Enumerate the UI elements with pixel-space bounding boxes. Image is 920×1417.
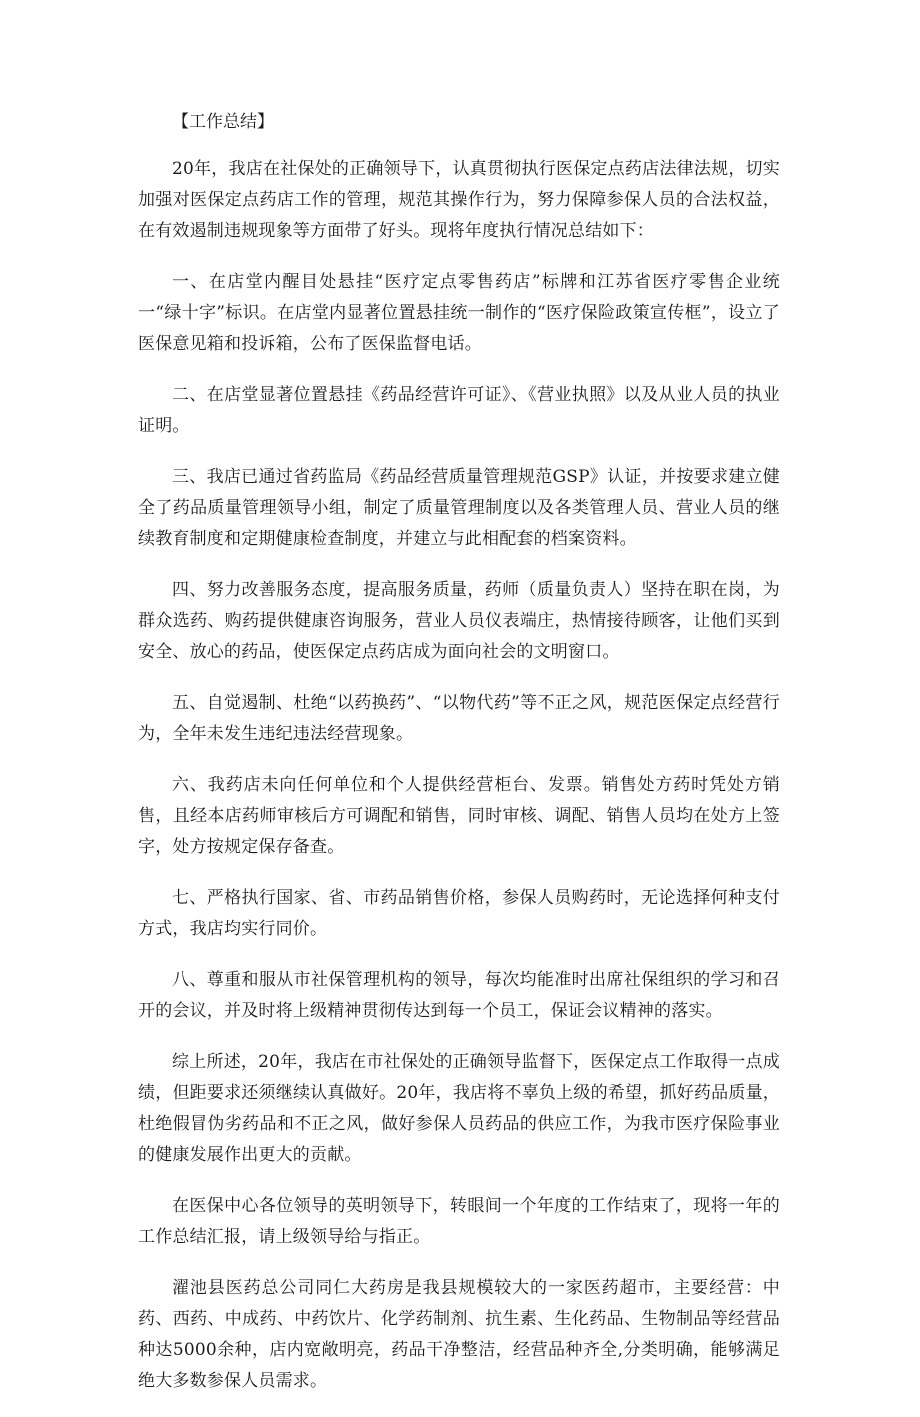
paragraph-item-3: 三、我店已通过省药监局《药品经营质量管理规范GSP》认证，并按要求建立健全了药品质量管理领导小组，制定了质量管理制度以及各类管理人员、营业人员的继续教育制度和定期健康检查制度，并建立与此相配套的档案资料。 bbox=[138, 467, 780, 549]
paragraph-item-1: 一、在店堂内醒目处悬挂“医疗定点零售药店”标牌和江苏省医疗零售企业统一“绿十字”标识。在店堂内显著位置悬挂统一制作的“医疗保险政策宣传框”，设立了医保意见箱和投诉箱，公布了医保监督电话。 bbox=[138, 272, 780, 354]
paragraph-item-4: 四、努力改善服务态度，提高服务质量，药师（质量负责人）坚持在职在岗，为群众选药、购药提供健康咨询服务，营业人员仪表端庄，热情接待顾客，让他们买到安全、放心的药品，使医保定点药店成为面向社会的文明窗口。 bbox=[138, 580, 780, 662]
document-page bbox=[138, 108, 780, 1417]
paragraph-conclusion: 综上所述，20年，我店在市社保处的正确领导监督下，医保定点工作取得一点成绩，但距要求还须继续认真做好。20年，我店将不辜负上级的希望，抓好药品质量，杜绝假冒伪劣药品和不正之风，做好参保人员药品的供应工作，为我市医疗保险事业的健康发展作出更大的贡献。 bbox=[138, 1052, 780, 1165]
paragraph-item-6: 六、我药店未向任何单位和个人提供经营柜台、发票。销售处方药时凭处方销售，且经本店药师审核后方可调配和销售，同时审核、调配、销售人员均在处方上签字，处方按规定保存备查。 bbox=[138, 775, 780, 857]
paragraph-intro: 20年，我店在社保处的正确领导下，认真贯彻执行医保定点药店法律法规，切实加强对医保定点药店工作的管理，规范其操作行为，努力保障参保人员的合法权益，在有效遏制违规现象等方面带了好头。现将年度执行情况总结如下： bbox=[138, 159, 780, 241]
paragraph-item-7: 七、严格执行国家、省、市药品销售价格，参保人员购药时，无论选择何种支付方式，我店均实行同价。 bbox=[138, 888, 780, 939]
document-heading: 【工作总结】 bbox=[172, 112, 274, 132]
paragraph-store-intro: 濯池县医药总公司同仁大药房是我县规模较大的一家医药超市，主要经营：中药、西药、中成药、中药饮片、化学药制剂、抗生素、生化药品、生物制品等经营品种达5000余种，店内宽敞明亮，药品干净整洁，经营品种齐全,分类明确，能够满足绝大多数参保人员需求。 bbox=[138, 1278, 780, 1391]
paragraph-item-8: 八、尊重和服从市社保管理机构的领导，每次均能准时出席社保组织的学习和召开的会议，并及时将上级精神贯彻传达到每一个员工，保证会议精神的落实。 bbox=[138, 970, 780, 1021]
paragraph-item-5: 五、自觉遏制、杜绝“以药换药”、“以物代药”等不正之风，规范医保定点经营行为，全年未发生违纪违法经营现象。 bbox=[138, 693, 780, 744]
paragraph-closing: 在医保中心各位领导的英明领导下，转眼间一个年度的工作结束了，现将一年的工作总结汇报，请上级领导给与指正。 bbox=[138, 1196, 780, 1247]
paragraph-item-2: 二、在店堂显著位置悬挂《药品经营许可证》、《营业执照》以及从业人员的执业证明。 bbox=[138, 385, 780, 436]
